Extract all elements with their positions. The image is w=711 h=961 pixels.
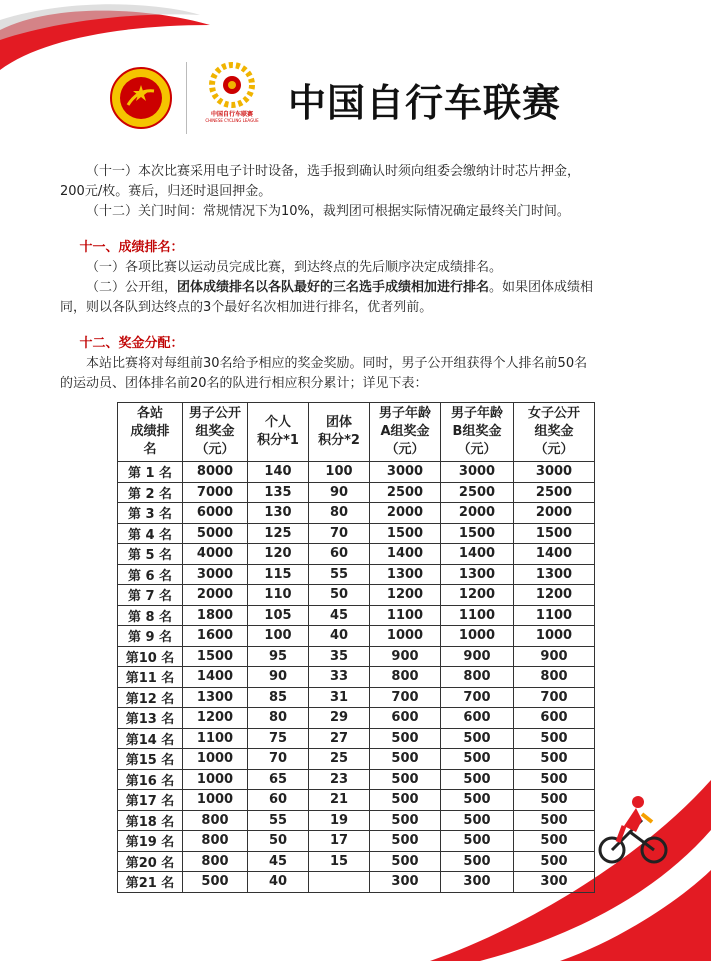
table-cell: 第10 名 bbox=[118, 646, 183, 667]
table-cell: 500 bbox=[441, 831, 514, 852]
table-cell: 500 bbox=[514, 831, 595, 852]
cyclist-icon bbox=[598, 792, 668, 867]
table-cell: 800 bbox=[514, 667, 595, 688]
table-cell: 1100 bbox=[514, 605, 595, 626]
table-cell: 1200 bbox=[441, 585, 514, 606]
table-cell: 1000 bbox=[183, 769, 248, 790]
table-cell: 800 bbox=[183, 831, 248, 852]
table-row bbox=[118, 790, 595, 811]
table-cell: 1500 bbox=[514, 523, 595, 544]
table-cell: 500 bbox=[514, 749, 595, 770]
table-cell: 1300 bbox=[370, 564, 441, 585]
table-cell: 800 bbox=[183, 851, 248, 872]
table-cell: 2000 bbox=[441, 503, 514, 524]
para-11-line1: （十一）本次比赛采用电子计时设备，选手报到确认时须向组委会缴纳计时芯片押金， bbox=[86, 164, 581, 179]
table-cell: 900 bbox=[441, 646, 514, 667]
table-cell: 2500 bbox=[370, 482, 441, 503]
table-cell: 95 bbox=[248, 646, 309, 667]
table-cell: 3000 bbox=[441, 462, 514, 483]
table-cell: 第 6 名 bbox=[118, 564, 183, 585]
table-row bbox=[118, 708, 595, 729]
table-row bbox=[118, 544, 595, 565]
table-cell: 80 bbox=[248, 708, 309, 729]
table-cell: 40 bbox=[248, 872, 309, 893]
table-cell: 500 bbox=[514, 769, 595, 790]
table-cell: 500 bbox=[370, 749, 441, 770]
cycling-association-emblem-icon bbox=[110, 67, 172, 129]
table-row bbox=[118, 810, 595, 831]
table-row bbox=[118, 626, 595, 647]
table-cell: 35 bbox=[309, 646, 370, 667]
table-row bbox=[118, 585, 595, 606]
table-row bbox=[118, 687, 595, 708]
table-cell: 500 bbox=[370, 769, 441, 790]
table-cell: 1000 bbox=[370, 626, 441, 647]
table-cell: 600 bbox=[370, 708, 441, 729]
table-cell: 第13 名 bbox=[118, 708, 183, 729]
table-cell: 1400 bbox=[370, 544, 441, 565]
table-cell: 31 bbox=[309, 687, 370, 708]
table-cell: 1000 bbox=[514, 626, 595, 647]
table-cell: 40 bbox=[309, 626, 370, 647]
table-cell: 第 3 名 bbox=[118, 503, 183, 524]
table-cell: 1000 bbox=[441, 626, 514, 647]
table-cell: 700 bbox=[514, 687, 595, 708]
table-cell: 3000 bbox=[183, 564, 248, 585]
table-cell: 19 bbox=[309, 810, 370, 831]
table-cell: 第15 名 bbox=[118, 749, 183, 770]
table-cell: 第17 名 bbox=[118, 790, 183, 811]
table-cell: 600 bbox=[441, 708, 514, 729]
table-cell: 90 bbox=[309, 482, 370, 503]
table-cell: 23 bbox=[309, 769, 370, 790]
header-rank: 各站 成绩排 名 bbox=[118, 403, 183, 462]
table-cell: 55 bbox=[309, 564, 370, 585]
table-cell: 900 bbox=[370, 646, 441, 667]
table-cell: 2000 bbox=[514, 503, 595, 524]
header-logos bbox=[110, 62, 263, 134]
table-cell: 45 bbox=[248, 851, 309, 872]
table-cell: 1200 bbox=[370, 585, 441, 606]
table-cell: 第 8 名 bbox=[118, 605, 183, 626]
table-cell: 6000 bbox=[183, 503, 248, 524]
table-cell: 500 bbox=[441, 810, 514, 831]
table-cell: 第 9 名 bbox=[118, 626, 183, 647]
section-11-item1: （一）各项比赛以运动员完成比赛，到达终点的先后顺序决定成绩排名。 bbox=[86, 260, 503, 275]
table-cell: 90 bbox=[248, 667, 309, 688]
table-cell: 第 2 名 bbox=[118, 482, 183, 503]
header-men-age-a-prize: 男子年龄 A组奖金 （元） bbox=[370, 403, 441, 462]
table-cell: 80 bbox=[309, 503, 370, 524]
para-12: （十二）关门时间：常规情况下为10%，裁判团可根据实际情况确定最终关门时间。 bbox=[86, 204, 570, 219]
header-individual-points: 个人 积分*1 bbox=[248, 403, 309, 462]
table-row bbox=[118, 564, 595, 585]
table-cell: 120 bbox=[248, 544, 309, 565]
table-cell: 900 bbox=[514, 646, 595, 667]
table-cell: 85 bbox=[248, 687, 309, 708]
table-cell: 29 bbox=[309, 708, 370, 729]
table-cell: 1400 bbox=[183, 667, 248, 688]
league-sun-icon bbox=[209, 62, 255, 108]
page-title: 中国自行车联赛 bbox=[288, 81, 562, 125]
table-cell: 140 bbox=[248, 462, 309, 483]
table-cell: 2500 bbox=[441, 482, 514, 503]
para-11-line2: 200元/枚。赛后，归还时退回押金。 bbox=[60, 184, 272, 199]
table-cell: 300 bbox=[441, 872, 514, 893]
table-cell: 500 bbox=[441, 728, 514, 749]
league-logo bbox=[201, 62, 263, 134]
table-row bbox=[118, 749, 595, 770]
table-cell: 500 bbox=[514, 790, 595, 811]
table-cell: 500 bbox=[514, 728, 595, 749]
table-cell: 1300 bbox=[183, 687, 248, 708]
table-cell: 500 bbox=[514, 810, 595, 831]
table-cell: 1600 bbox=[183, 626, 248, 647]
table-cell: 第14 名 bbox=[118, 728, 183, 749]
document-body bbox=[60, 162, 660, 394]
section-11-item2: （二）公开组，团体成绩排名以各队最好的三名选手成绩相加进行排名。如果团体成绩相 bbox=[86, 280, 594, 295]
section-12-line1: 本站比赛将对每组前30名给予相应的奖金奖励。同时，男子公开组获得个人排名前50名 bbox=[86, 356, 588, 371]
table-row bbox=[118, 667, 595, 688]
table-cell: 21 bbox=[309, 790, 370, 811]
table-cell: 50 bbox=[309, 585, 370, 606]
table-cell: 100 bbox=[309, 462, 370, 483]
table-row bbox=[118, 523, 595, 544]
table-cell: 1100 bbox=[183, 728, 248, 749]
table-cell: 第16 名 bbox=[118, 769, 183, 790]
table-cell: 55 bbox=[248, 810, 309, 831]
table-cell: 500 bbox=[370, 728, 441, 749]
header-divider bbox=[186, 62, 187, 134]
table-row bbox=[118, 605, 595, 626]
table-cell: 1500 bbox=[441, 523, 514, 544]
table-cell: 600 bbox=[514, 708, 595, 729]
table-cell: 700 bbox=[370, 687, 441, 708]
league-logo-cn: 中国自行车联赛 bbox=[210, 111, 253, 118]
table-cell: 3000 bbox=[370, 462, 441, 483]
table-cell: 110 bbox=[248, 585, 309, 606]
table-cell: 135 bbox=[248, 482, 309, 503]
table-cell: 2500 bbox=[514, 482, 595, 503]
table-cell: 125 bbox=[248, 523, 309, 544]
header-women-open-prize: 女子公开 组奖金 （元） bbox=[514, 403, 595, 462]
table-cell: 60 bbox=[248, 790, 309, 811]
table-cell: 15 bbox=[309, 851, 370, 872]
table-row bbox=[118, 831, 595, 852]
table-cell: 5000 bbox=[183, 523, 248, 544]
table-cell: 1400 bbox=[441, 544, 514, 565]
section-11-item2-cont: 同，则以各队到达终点的3个最好名次相加进行排名，优者列前。 bbox=[60, 300, 433, 315]
table-row bbox=[118, 769, 595, 790]
table-cell: 1100 bbox=[370, 605, 441, 626]
section-12-line2: 的运动员、团体排名前20名的队进行相应积分累计；详见下表： bbox=[60, 376, 428, 391]
table-cell: 800 bbox=[183, 810, 248, 831]
table-cell: 500 bbox=[370, 810, 441, 831]
table-cell: 1300 bbox=[514, 564, 595, 585]
table-cell: 4000 bbox=[183, 544, 248, 565]
section-12-title: 十二、奖金分配： bbox=[79, 336, 184, 351]
table-row bbox=[118, 482, 595, 503]
table-cell bbox=[309, 872, 370, 893]
table-cell: 1400 bbox=[514, 544, 595, 565]
table-cell: 100 bbox=[248, 626, 309, 647]
table-cell: 500 bbox=[370, 831, 441, 852]
table-cell: 1000 bbox=[183, 749, 248, 770]
table-cell: 800 bbox=[370, 667, 441, 688]
table-cell: 115 bbox=[248, 564, 309, 585]
section-11-title: 十一、成绩排名： bbox=[79, 240, 184, 255]
table-cell: 500 bbox=[370, 851, 441, 872]
table-cell: 第21 名 bbox=[118, 872, 183, 893]
table-cell: 130 bbox=[248, 503, 309, 524]
table-cell: 500 bbox=[514, 851, 595, 872]
table-row bbox=[118, 872, 595, 893]
prize-table bbox=[117, 402, 595, 893]
table-cell: 1000 bbox=[183, 790, 248, 811]
table-cell: 第11 名 bbox=[118, 667, 183, 688]
table-cell: 1200 bbox=[183, 708, 248, 729]
table-cell: 500 bbox=[441, 790, 514, 811]
table-cell: 70 bbox=[248, 749, 309, 770]
table-row bbox=[118, 646, 595, 667]
table-cell: 第20 名 bbox=[118, 851, 183, 872]
table-cell: 17 bbox=[309, 831, 370, 852]
table-cell: 65 bbox=[248, 769, 309, 790]
table-cell: 1300 bbox=[441, 564, 514, 585]
table-cell: 第19 名 bbox=[118, 831, 183, 852]
table-row bbox=[118, 462, 595, 483]
table-cell: 1500 bbox=[183, 646, 248, 667]
table-cell: 第 7 名 bbox=[118, 585, 183, 606]
table-cell: 第 1 名 bbox=[118, 462, 183, 483]
table-cell: 500 bbox=[441, 749, 514, 770]
table-cell: 800 bbox=[441, 667, 514, 688]
table-cell: 33 bbox=[309, 667, 370, 688]
table-cell: 500 bbox=[441, 851, 514, 872]
table-cell: 1500 bbox=[370, 523, 441, 544]
table-cell: 45 bbox=[309, 605, 370, 626]
table-cell: 70 bbox=[309, 523, 370, 544]
header-team-points: 团体 积分*2 bbox=[309, 403, 370, 462]
prize-table-body bbox=[118, 462, 595, 893]
table-row bbox=[118, 851, 595, 872]
table-cell: 3000 bbox=[514, 462, 595, 483]
table-cell: 1200 bbox=[514, 585, 595, 606]
table-row bbox=[118, 503, 595, 524]
table-cell: 第12 名 bbox=[118, 687, 183, 708]
table-cell: 2000 bbox=[370, 503, 441, 524]
table-cell: 2000 bbox=[183, 585, 248, 606]
table-cell: 300 bbox=[370, 872, 441, 893]
header-men-open-prize: 男子公开 组奖金 （元） bbox=[183, 403, 248, 462]
league-logo-en: CHINESE CYCLING LEAGUE bbox=[205, 118, 259, 123]
table-cell: 50 bbox=[248, 831, 309, 852]
table-cell: 8000 bbox=[183, 462, 248, 483]
table-cell: 500 bbox=[370, 790, 441, 811]
prize-table-header-row bbox=[118, 403, 595, 462]
table-cell: 700 bbox=[441, 687, 514, 708]
table-row bbox=[118, 728, 595, 749]
table-cell: 27 bbox=[309, 728, 370, 749]
table-cell: 第 4 名 bbox=[118, 523, 183, 544]
header-men-age-b-prize: 男子年龄 B组奖金 （元） bbox=[441, 403, 514, 462]
table-cell: 25 bbox=[309, 749, 370, 770]
table-cell: 第18 名 bbox=[118, 810, 183, 831]
table-cell: 300 bbox=[514, 872, 595, 893]
section-11-item2-bold: 团体成绩排名以各队最好的三名选手成绩相加进行排名 bbox=[177, 280, 490, 295]
table-cell: 75 bbox=[248, 728, 309, 749]
table-cell: 7000 bbox=[183, 482, 248, 503]
table-cell: 60 bbox=[309, 544, 370, 565]
table-cell: 105 bbox=[248, 605, 309, 626]
table-cell: 500 bbox=[183, 872, 248, 893]
table-cell: 500 bbox=[441, 769, 514, 790]
table-cell: 第 5 名 bbox=[118, 544, 183, 565]
table-cell: 1100 bbox=[441, 605, 514, 626]
table-cell: 1800 bbox=[183, 605, 248, 626]
